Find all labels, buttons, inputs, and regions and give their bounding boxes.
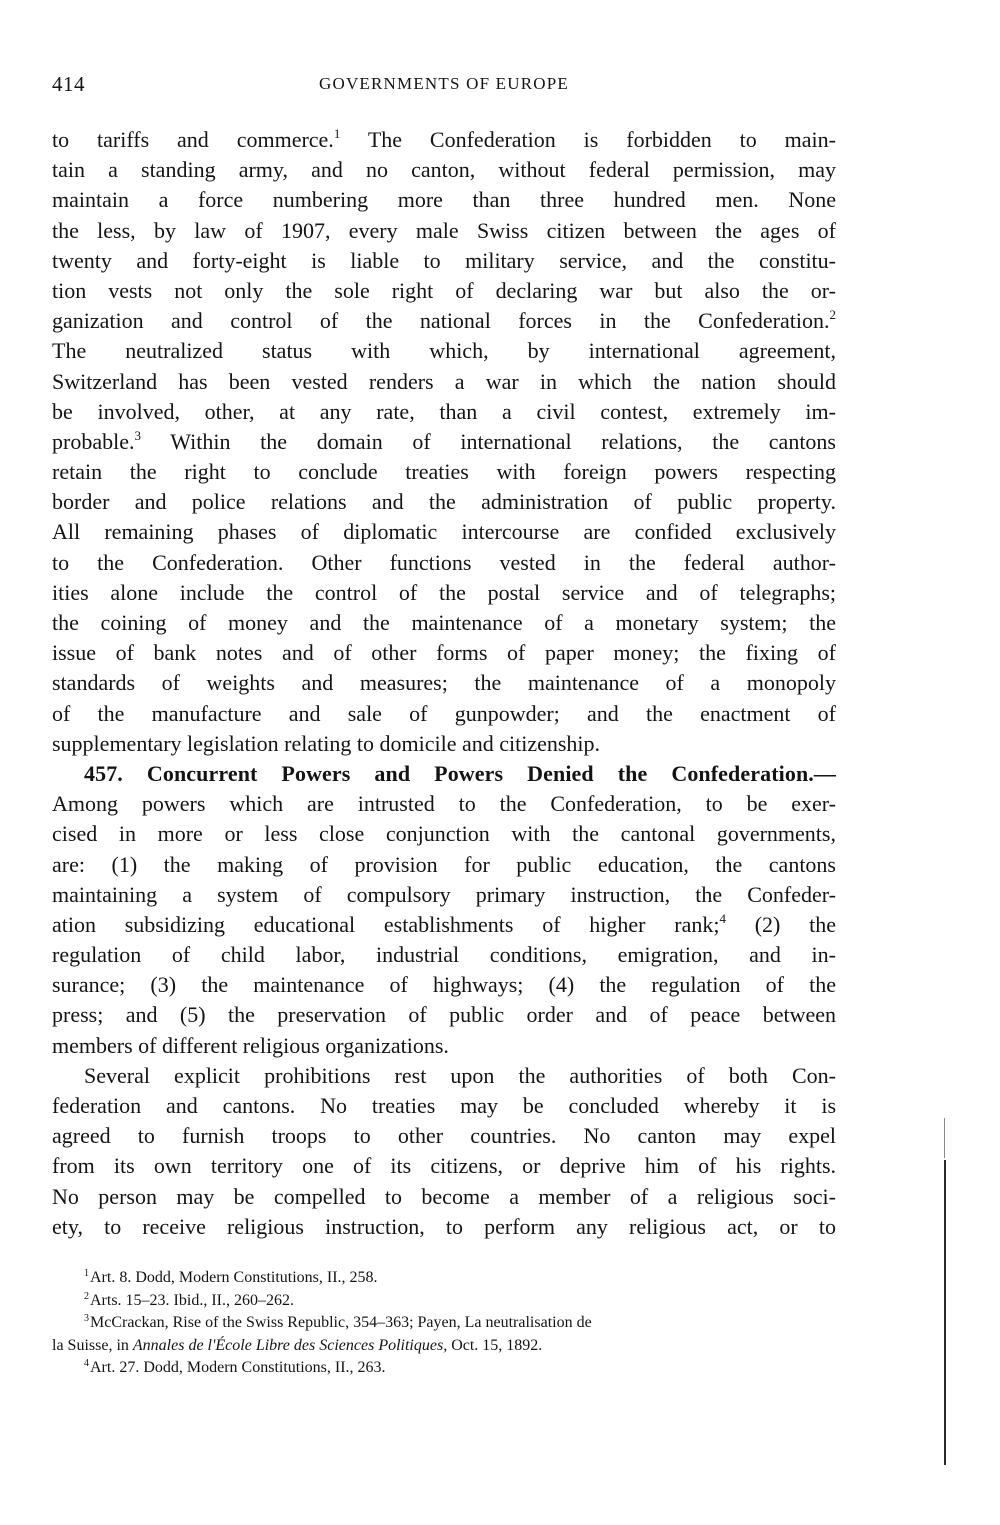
footnote xyxy=(52,1267,836,1290)
margin-scan-line xyxy=(944,1160,946,1465)
footnote-marker: 2 xyxy=(84,1290,89,1302)
footnote-text: Oct. 15, 1892. xyxy=(447,1336,543,1354)
text-line-segment: to tariffs and commerce. xyxy=(52,127,334,152)
footnote-text: Art. 27. Dodd, Modern Constitutions, II., 263. xyxy=(90,1359,386,1376)
text-line: press; and (5) the preservation of public order and of peace between xyxy=(52,1002,836,1028)
text-line: cised in more or less close conjunction with the cantonal governments, xyxy=(52,821,836,847)
text-line: ities alone include the control of the postal service and of telegraphs; xyxy=(52,579,836,605)
footnote-text: McCrackan, Rise of the Swiss Republic, 354–363; Payen, La neutralisation de xyxy=(90,1314,592,1331)
running-head: GOVERNMENTS OF EUROPE xyxy=(319,74,569,93)
text-line-segment: ganization and control of the national forces in the Confederation. xyxy=(52,308,830,334)
text-line: the coining of money and the maintenance of a monetary system; the xyxy=(52,610,836,635)
text-line: Several explicit prohibitions rest upon the authorities of both Con- xyxy=(84,1062,836,1088)
text-line: are: (1) the making of provision for public education, the cantons xyxy=(52,851,836,877)
text-line: of the manufacture and sale of gunpowder; and the enactment of xyxy=(52,700,836,726)
footnote-ref: 2 xyxy=(829,307,836,323)
text-line: members of different religious organizations. xyxy=(52,1032,449,1058)
body-text xyxy=(52,125,836,1242)
footnote-marker: 4 xyxy=(84,1358,89,1369)
text-line: agreed to furnish troops to other countries. No canton may expel xyxy=(52,1123,836,1149)
text-line-segment: ation subsidizing educational establishments of higher rank; xyxy=(52,911,720,937)
text-line: Switzerland has been vested renders a war in which the nation should xyxy=(52,368,836,394)
footnote-text: la Suisse, in xyxy=(52,1336,133,1354)
text-line: federation and cantons. No treaties may be concluded whereby it is xyxy=(52,1093,836,1118)
text-line xyxy=(52,427,836,457)
footnote-text: Art. 8. Dodd, Modern Constitutions, II., 258. xyxy=(90,1269,378,1286)
text-line: All remaining phases of diplomatic intercourse are confided exclusively xyxy=(52,519,836,545)
text-line: No person may be compelled to become a member of a religious soci- xyxy=(52,1183,836,1209)
footnote-text: Arts. 15–23. Ibid., II., 260–262. xyxy=(90,1291,294,1309)
text-line: Among powers which are intrusted to the Confederation, to be exer- xyxy=(52,791,836,817)
text-line: supplementary legislation relating to domicile and citizenship. xyxy=(52,730,601,756)
section-heading: 457. Concurrent Powers and Powers Denied the Confederation.— xyxy=(84,760,836,786)
text-line xyxy=(52,910,836,940)
text-line: The neutralized status with which, by international agreement, xyxy=(52,338,836,364)
text-line: twenty and forty-eight is liable to military service, and the constitu- xyxy=(52,247,836,273)
text-line: be involved, other, at any rate, than a civil contest, extremely im- xyxy=(52,398,836,424)
footnotes xyxy=(52,1267,836,1380)
footnote-marker: 1 xyxy=(84,1268,89,1279)
text-line xyxy=(52,125,836,155)
text-line: standards of weights and measures; the maintenance of a monopoly xyxy=(52,670,836,696)
footnote xyxy=(52,1357,836,1380)
footnote-ref: 1 xyxy=(333,126,341,141)
text-line: maintaining a system of compulsory primary instruction, the Confeder- xyxy=(52,881,836,907)
text-line: retain the right to conclude treaties with foreign powers respecting xyxy=(52,459,836,485)
margin-scan-line xyxy=(944,1118,945,1158)
text-line-segment: The Confederation is forbidden to main- xyxy=(367,127,836,152)
footnote-continuation xyxy=(52,1335,836,1358)
page-header xyxy=(52,72,836,104)
text-line-segment: (2) the xyxy=(754,911,837,937)
text-line: tain a standing army, and no canton, without federal permission, may xyxy=(52,157,836,183)
text-line: from its own territory one of its citizens, or deprive him of his rights. xyxy=(52,1153,836,1179)
page-number: 414 xyxy=(52,72,85,96)
footnote-ref: 3 xyxy=(134,427,141,443)
footnote-marker: 3 xyxy=(84,1313,89,1324)
text-line: maintain a force numbering more than three hundred men. None xyxy=(52,187,836,213)
footnote xyxy=(52,1290,836,1313)
text-line: regulation of child labor, industrial conditions, emigration, and in- xyxy=(52,942,836,968)
footnote-ref: 4 xyxy=(719,910,726,926)
text-line: issue of bank notes and of other forms of paper money; the fixing of xyxy=(52,640,836,666)
text-line xyxy=(52,306,836,336)
footnote xyxy=(52,1312,836,1335)
text-line: ety, to receive religious instruction, to perform any religious act, or to xyxy=(52,1213,836,1239)
text-line: surance; (3) the maintenance of highways; (4) the regulation of the xyxy=(52,972,836,998)
text-line: to the Confederation. Other functions vested in the federal author- xyxy=(52,549,836,575)
text-line-segment: Within the domain of international relations, the cantons xyxy=(170,428,836,454)
text-line: border and police relations and the administration of public property. xyxy=(52,489,836,515)
text-line: tion vests not only the sole right of declaring war but also the or- xyxy=(52,277,836,303)
text-line: the less, by law of 1907, every male Swiss citizen between the ages of xyxy=(52,217,836,243)
journal-title: Annales de l'École Libre des Sciences Politiques, xyxy=(132,1336,448,1354)
text-line-segment: probable. xyxy=(52,428,135,454)
